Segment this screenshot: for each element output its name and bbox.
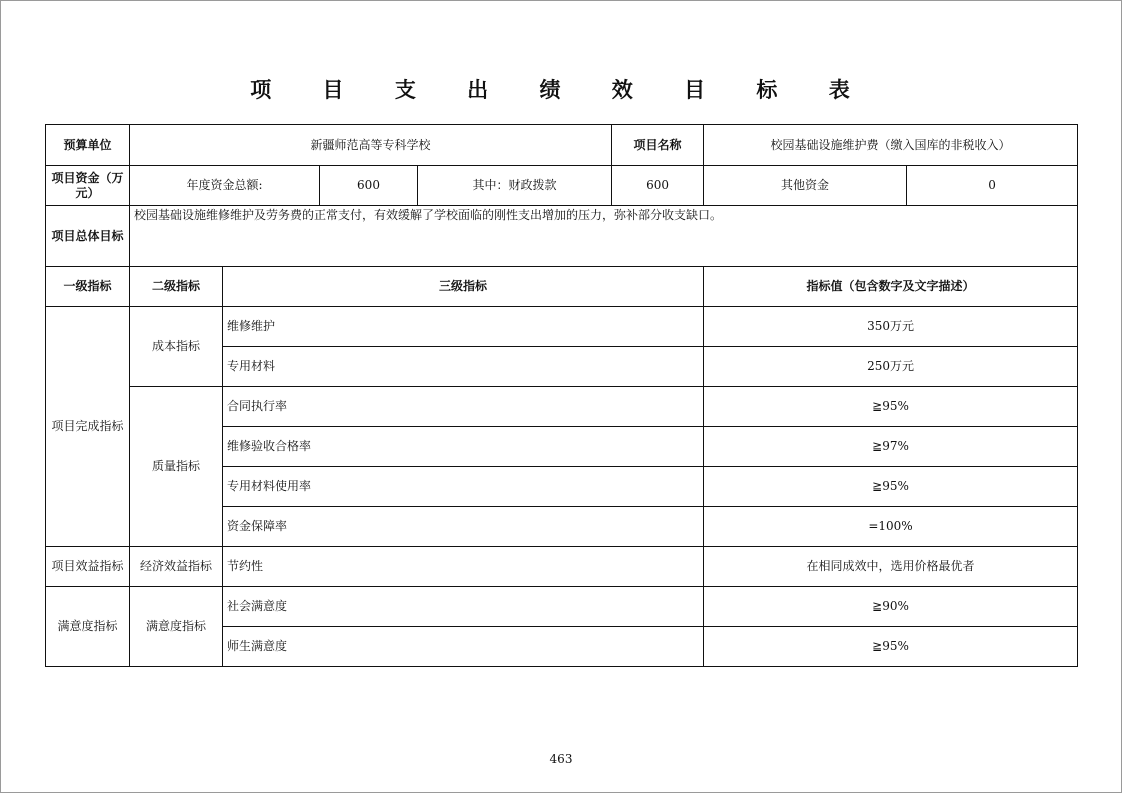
benefit-indicator-label: 项目效益指标 [46,547,130,587]
other-funds-label: 其他资金 [704,166,907,206]
goal-text: 校园基础设施维修维护及劳务费的正常支付，有效缓解了学校面临的刚性支出增加的压力，弥补部分收支缺口。 [130,206,1078,267]
goal-label: 项目总体目标 [46,206,130,267]
indicator-value: ≧95% [704,467,1078,507]
value-header: 指标值（包含数字及文字描述） [704,267,1078,307]
table-row [46,387,1078,427]
page-number: 463 [549,752,573,766]
indicator-value: ≧97% [704,427,1078,467]
total-funds-label: 年度资金总额: [130,166,320,206]
level2-header: 二级指标 [130,267,223,307]
indicator-name: 师生满意度 [223,627,704,667]
indicator-name: 社会满意度 [223,587,704,627]
cost-indicator-label: 成本指标 [130,307,223,387]
indicator-name: 合同执行率 [223,387,704,427]
satisfaction-indicator-label: 满意度指标 [46,587,130,667]
funds-label: 项目资金（万元） [46,166,130,206]
indicator-name: 资金保障率 [223,507,704,547]
indicator-name: 维修验收合格率 [223,427,704,467]
completion-indicator-label: 项目完成指标 [46,307,130,547]
budget-unit-label: 预算单位 [46,125,130,166]
fiscal-funds-label: 其中：财政拨款 [418,166,612,206]
page-title: 项 目 支 出 绩 效 目 标 表 [250,78,872,102]
project-name-label: 项目名称 [612,125,704,166]
total-funds-value: 600 [320,166,418,206]
indicator-name: 专用材料 [223,347,704,387]
indicator-value: 250万元 [704,347,1078,387]
table-row [46,587,1078,627]
column-header-row [46,267,1078,307]
other-funds-value: 0 [907,166,1078,206]
level3-header: 三级指标 [223,267,704,307]
performance-target-table [45,124,1078,667]
budget-unit-row [46,125,1078,166]
indicator-value: =100% [704,507,1078,547]
indicator-name: 节约性 [223,547,704,587]
indicator-name: 专用材料使用率 [223,467,704,507]
indicator-name: 维修维护 [223,307,704,347]
satisfaction-sub-label: 满意度指标 [130,587,223,667]
project-name-value: 校园基础设施维护费（缴入国库的非税收入） [704,125,1078,166]
indicator-value: 350万元 [704,307,1078,347]
indicator-value: ≧95% [704,387,1078,427]
funds-row [46,166,1078,206]
table-row [46,547,1078,587]
indicator-value: ≧90% [704,587,1078,627]
economic-indicator-label: 经济效益指标 [130,547,223,587]
indicator-value: ≧95% [704,627,1078,667]
budget-unit-value: 新疆师范高等专科学校 [130,125,612,166]
table-row [46,307,1078,347]
quality-indicator-label: 质量指标 [130,387,223,547]
indicator-value: 在相同成效中，选用价格最优者 [704,547,1078,587]
level1-header: 一级指标 [46,267,130,307]
fiscal-funds-value: 600 [612,166,704,206]
goal-row [46,206,1078,267]
